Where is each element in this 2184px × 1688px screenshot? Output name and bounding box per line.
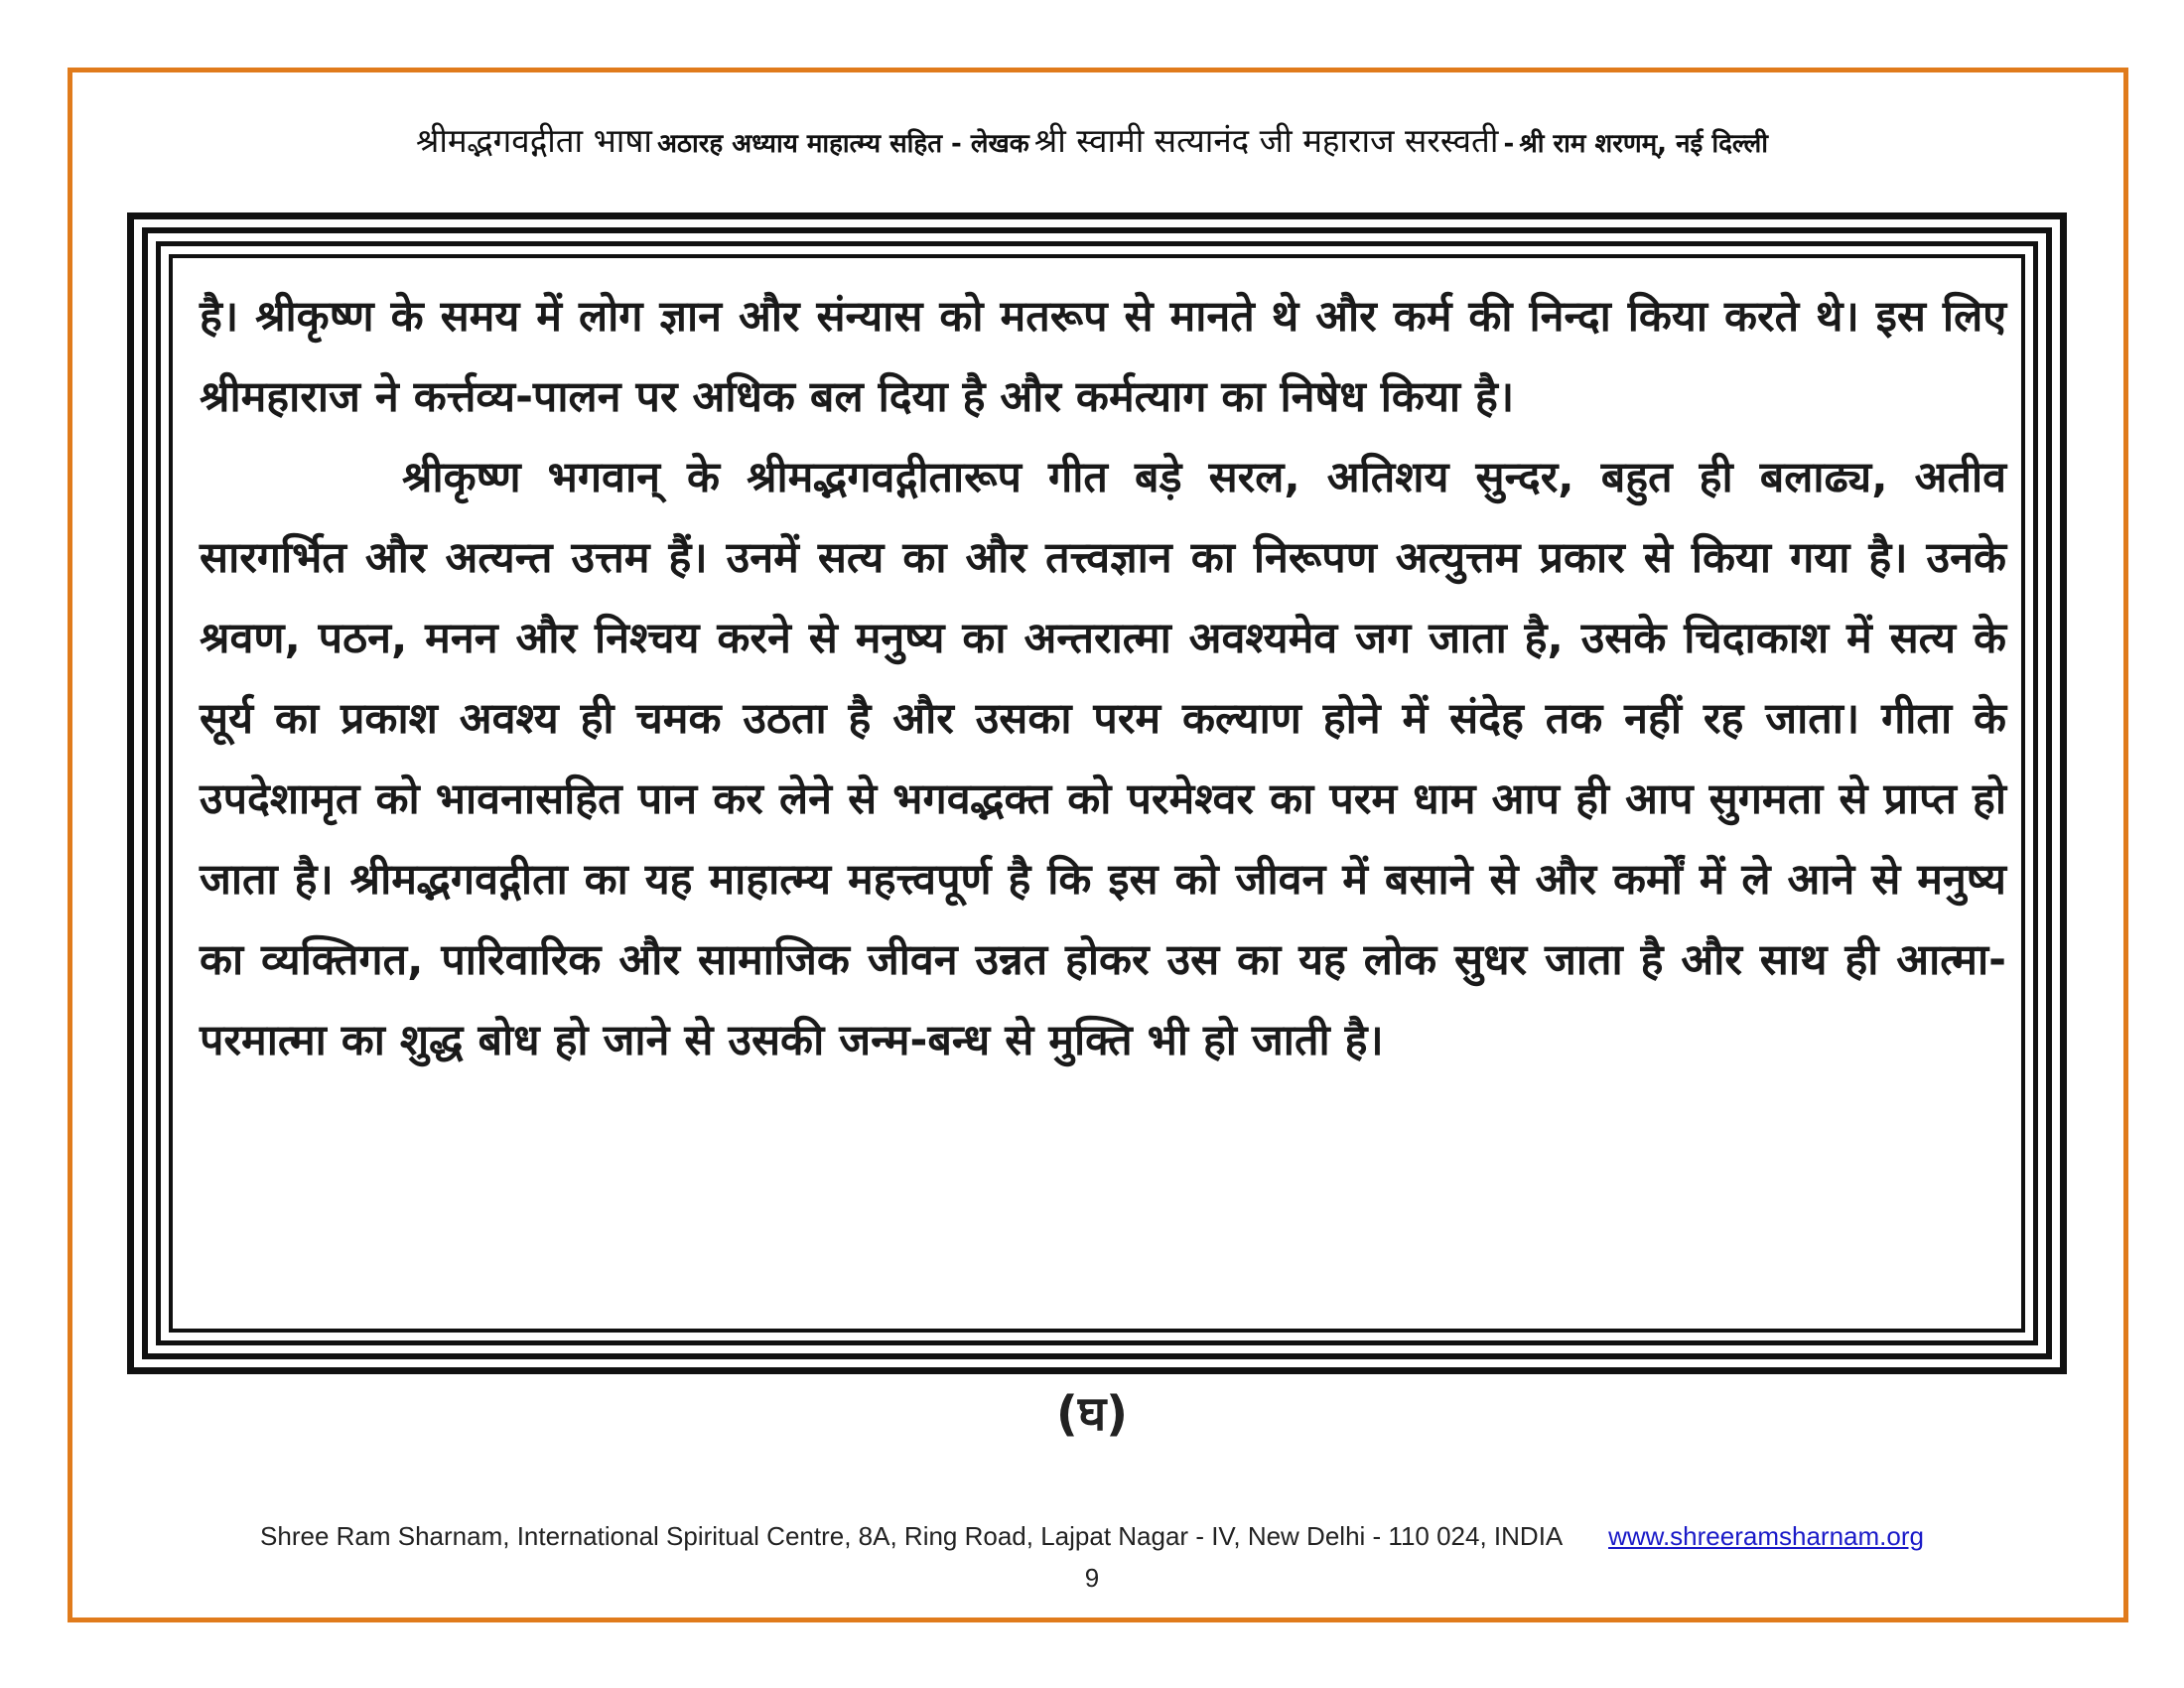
paragraph-1: है। श्रीकृष्ण के समय में लोग ज्ञान और संन्यास को मतरूप से मानते थे और कर्म की निन्दा किया करते थे। इस लिए श्रीमहाराज ने कर्त्तव्य-पालन पर अधिक बल दिया है और कर्मत्याग का निषेध किया है। — [200, 292, 2006, 422]
header-separator: - — [1503, 129, 1515, 159]
book-subtitle: अठारह अध्याय माहात्म्य सहित - लेखक — [657, 129, 1029, 159]
page-header — [89, 117, 2095, 162]
book-title: श्रीमद्भगवद्गीता भाषा — [416, 121, 652, 160]
page-marker: (घ) — [1055, 1386, 1129, 1442]
website-link[interactable]: www.shreeramsharnam.org — [1608, 1521, 1924, 1551]
book-author: श्री स्वामी सत्यानंद जी महाराज सरस्वती — [1033, 121, 1499, 160]
bordered-text-box — [127, 212, 2067, 1374]
body-text — [200, 277, 2006, 1081]
footer-address: Shree Ram Sharnam, International Spiritual Centre, 8A, Ring Road, Lajpat Nagar - IV, New Delhi - 110 024, INDIA — [260, 1521, 1562, 1551]
paragraph-2: श्रीकृष्ण भगवान् के श्रीमद्भगवद्गीतारूप गीत बड़े सरल, अतिशय सुन्दर, बहुत ही बलाढ्य, अतीव सारगर्भित और अत्यन्त उत्तम हैं। उनमें सत्य का और तत्त्वज्ञान का निरूपण अत्युत्तम प्रकार से किया गया है। उनके श्रवण, पठन, मनन और निश्चय करने से मनुष्य का अन्तरात्मा अवश्यमेव जग जाता है, उसके चिदाकाश में सत्य के सूर्य का प्रकाश अवश्य ही चमक उठता है और उसका परम कल्याण होने में संदेह तक नहीं रह जाता। गीता के उपदेशामृत को भावनासहित पान कर लेने से भगवद्भक्त को परमेश्वर का परम धाम आप ही आप सुगमता से प्राप्त हो जाता है। श्रीमद्भगवद्गीता का यह माहात्म्य महत्त्वपूर्ण है कि इस को जीवन में बसाने से और कर्मों में ले आने से मनुष्य का व्यक्तिगत, पारिवारिक और सामाजिक जीवन उन्नत होकर उस का यह लोक सुधर जाता है और साथ ही आत्मा-परमात्मा का शुद्ध बोध हो जाने से उसकी जन्म-बन्ध से मुक्ति भी हो जाती है। — [200, 453, 2006, 1065]
book-publisher: श्री राम शरणम्, नई दिल्ली — [1519, 129, 1768, 159]
page-number: 9 — [1084, 1563, 1100, 1593]
footer — [0, 1521, 2184, 1552]
